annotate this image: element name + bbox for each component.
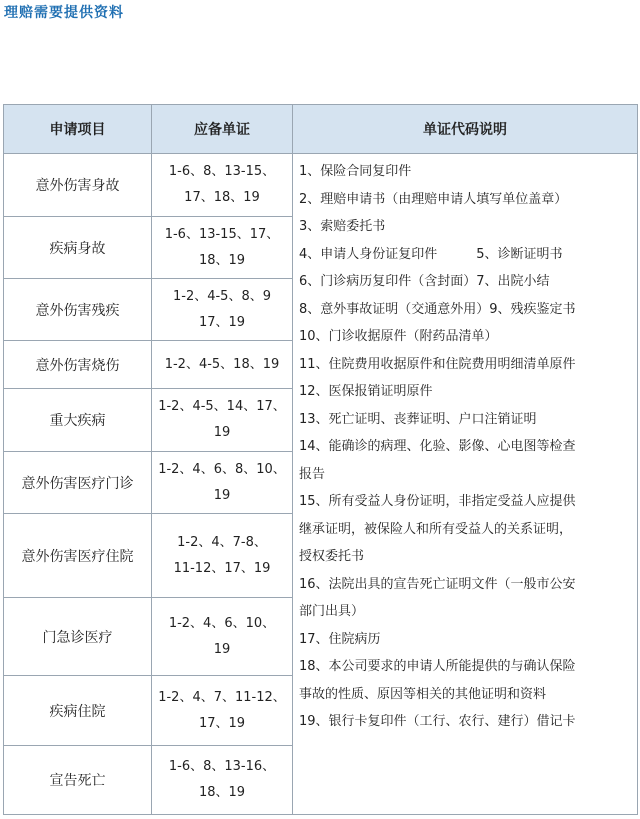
required-documents-line: 19 [213, 487, 231, 503]
required-documents-cell [152, 154, 293, 217]
table-row [4, 154, 638, 217]
description-line: 14、能确诊的病理、化验、影像、心电图等检查 [299, 439, 576, 454]
description-line: 19、银行卡复印件（工行、农行、建行）借记卡 [299, 714, 576, 729]
required-documents-cell [152, 217, 293, 279]
description-line: 17、住院病历 [299, 631, 381, 647]
description-line: 报告 [299, 466, 326, 482]
required-documents-line: 1-2、4-5、14、17、 [158, 399, 286, 414]
required-documents-line: 19 [213, 425, 231, 440]
required-documents-line: 1-2、4、6、8、10、 [158, 461, 286, 477]
description-line: 授权委托书 [299, 549, 365, 564]
application-item-cell: 门急诊医疗 [4, 598, 152, 676]
required-documents-line: 17、19 [198, 715, 246, 731]
required-documents-cell [152, 279, 293, 341]
required-documents-line: 19 [213, 641, 231, 657]
required-documents-cell [152, 746, 293, 815]
description-line: 事故的性质、原因等相关的其他证明和资料 [299, 686, 547, 702]
required-documents-line: 1-2、4、7、11-12、 [158, 689, 286, 705]
description-line: 继承证明，被保险人和所有受益人的关系证明， [299, 521, 573, 537]
document-code-description-cell [293, 154, 638, 815]
description-line: 6、门诊病历复印件（含封面）7、出院小结 [299, 274, 550, 289]
required-documents-cell [152, 598, 293, 676]
description-line: 18、本公司要求的申请人所能提供的与确认保险 [299, 659, 576, 674]
table-header-row [4, 105, 638, 154]
required-documents-line: 1-6、8、13-15、 [168, 164, 276, 179]
required-documents-cell [152, 514, 293, 598]
page-title: 理赔需要提供资料 [4, 5, 124, 21]
description-line: 1、保险合同复印件 [299, 164, 412, 179]
required-documents-line: 1-6、13-15、17、 [164, 226, 280, 242]
description-line: 8、意外事故证明（交通意外用）9、残疾鉴定书 [299, 301, 576, 317]
application-item-cell: 意外伤害身故 [4, 154, 152, 217]
required-documents-line: 17、19 [198, 314, 246, 330]
required-documents-line: 1-2、4、7-8、 [177, 534, 267, 550]
application-item-cell: 意外伤害医疗门诊 [4, 452, 152, 514]
description-line: 2、理赔申请书（由理赔申请人填写单位盖章） [299, 191, 568, 207]
required-documents-cell [152, 389, 293, 452]
description-line: 11、住院费用收据原件和住院费用明细清单原件 [299, 356, 576, 372]
description-line: 13、死亡证明、丧葬证明、户口注销证明 [299, 411, 537, 427]
application-item-cell: 意外伤害烧伤 [4, 341, 152, 389]
required-documents-line: 18、19 [198, 785, 246, 800]
required-documents-line: 1-2、4-5、8、9 [172, 288, 271, 304]
application-item-cell: 疾病住院 [4, 676, 152, 746]
header-document-code-description: 单证代码说明 [293, 105, 638, 154]
claims-documents-table [3, 104, 638, 815]
description-line: 4、申请人身份证复印件 5、诊断证明书 [299, 246, 563, 262]
application-item-cell: 宣告死亡 [4, 746, 152, 815]
description-line: 10、门诊收据原件（附药品清单） [299, 329, 498, 344]
required-documents-line: 18、19 [198, 252, 246, 268]
required-documents-line: 1-2、4、6、10、 [168, 615, 276, 631]
application-item-cell: 意外伤害医疗住院 [4, 514, 152, 598]
description-line: 16、法院出具的宣告死亡证明文件（一般市公安 [299, 576, 576, 592]
header-required-documents: 应备单证 [152, 105, 293, 154]
description-line: 12、医保报销证明原件 [299, 384, 433, 399]
application-item-cell: 意外伤害残疾 [4, 279, 152, 341]
required-documents-cell [152, 676, 293, 746]
required-documents-line: 11-12、17、19 [173, 560, 271, 576]
required-documents-line: 1-2、4-5、18、19 [164, 356, 280, 372]
required-documents-cell [152, 452, 293, 514]
header-application-item: 申请项目 [4, 105, 152, 154]
required-documents-line: 1-6、8、13-16、 [168, 759, 276, 774]
description-line: 3、索赔委托书 [299, 219, 386, 234]
description-line: 部门出具） [299, 604, 365, 619]
required-documents-cell [152, 341, 293, 389]
description-line: 15、所有受益人身份证明，非指定受益人应提供 [299, 494, 576, 509]
required-documents-line: 17、18、19 [184, 190, 260, 205]
application-item-cell: 疾病身故 [4, 217, 152, 279]
application-item-cell: 重大疾病 [4, 389, 152, 452]
